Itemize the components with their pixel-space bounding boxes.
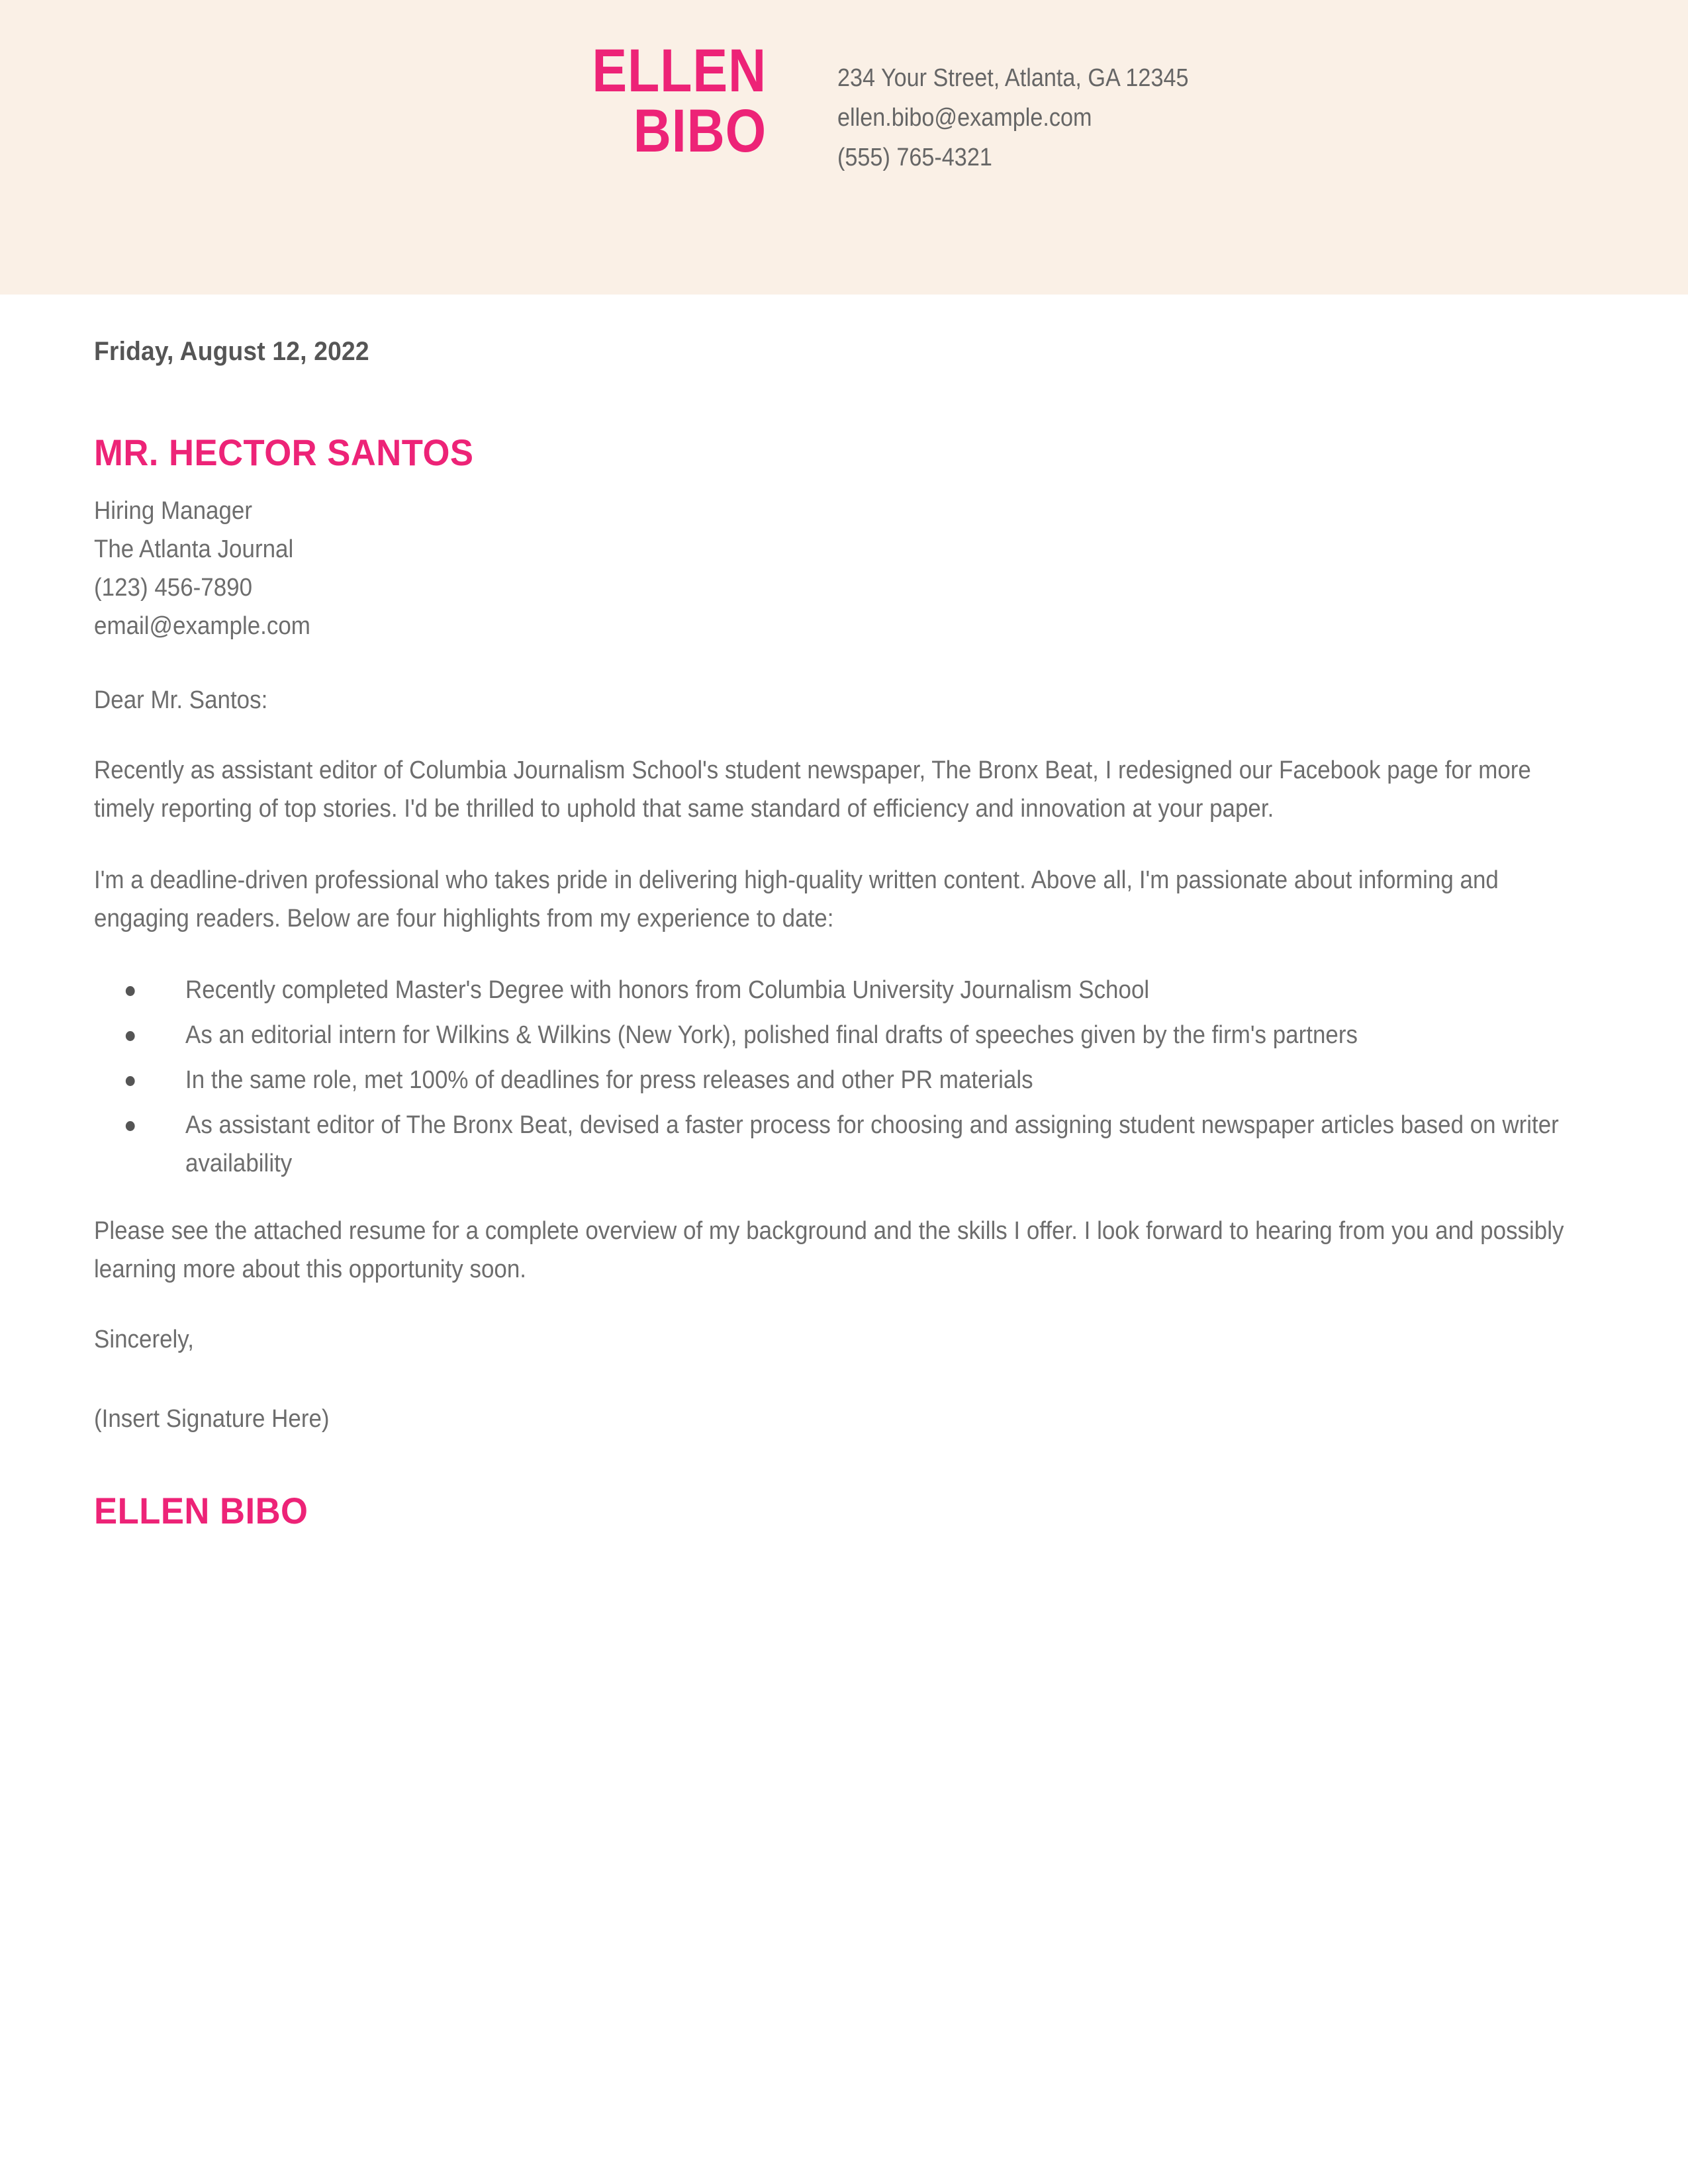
applicant-contact-block [837,58,1189,177]
highlight-text: Recently completed Master's Degree with honors from Columbia University Journalism School [185,976,1150,1004]
recipient-email[interactable]: email@example.com [94,612,310,640]
applicant-last-name: BIBO [633,97,767,165]
list-item [94,971,1574,1009]
letter-date: Friday, August 12, 2022 [94,337,369,366]
applicant-first-name: ELLEN [592,37,767,105]
letter-salutation: Dear Mr. Santos: [94,686,268,714]
letter-paragraph-2: I'm a deadline-driven professional who takes pride in delivering high-quality written content. Above all, I'm passionate about informing and engaging readers. Below are four highlights from my experience to date: [94,866,1499,933]
recipient-name: MR. HECTOR SANTOS [94,432,474,473]
letter-paragraph-1: Recently as assistant editor of Columbia Journalism School's student newspaper, The Bronx Beat, I redesigned our Facebook page for more timely reporting of top stories. I'd be thrilled to uphold that same standard of efficiency and innovation at your paper. [94,756,1531,823]
applicant-phone: (555) 765-4321 [837,144,992,171]
bullet-dot-icon [126,986,135,996]
letter-closing-paragraph: Please see the attached resume for a complete overview of my background and the skills I offer. I look forward to hearing from you and possibly learning more about this opportunity soon. [94,1217,1564,1283]
highlights-list [94,971,1580,1183]
list-item [94,1016,1574,1054]
applicant-name-heading [107,37,767,165]
bullet-dot-icon [126,1076,135,1086]
highlight-text: As an editorial intern for Wilkins & Wilkins (New York), polished final drafts of speeches given by the firm's partners [185,1021,1358,1049]
letter-body [94,334,1580,1532]
recipient-details-block [94,492,1461,645]
signature-placeholder: (Insert Signature Here) [94,1405,330,1433]
letter-sign-off: Sincerely, [94,1326,194,1353]
signature-name: ELLEN BIBO [94,1490,308,1531]
recipient-phone: (123) 456-7890 [94,574,253,602]
highlight-text: As assistant editor of The Bronx Beat, devised a faster process for choosing and assigning student newspaper articles based on writer availability [185,1111,1559,1177]
list-item [94,1061,1574,1099]
list-item [94,1106,1574,1183]
bullet-dot-icon [126,1031,135,1041]
bullet-dot-icon [126,1121,135,1131]
applicant-email[interactable]: ellen.bibo@example.com [837,104,1092,132]
recipient-company: The Atlanta Journal [94,535,294,563]
applicant-address: 234 Your Street, Atlanta, GA 12345 [837,64,1189,92]
highlight-text: In the same role, met 100% of deadlines for press releases and other PR materials [185,1066,1033,1094]
letterhead-header [0,0,1688,295]
recipient-title: Hiring Manager [94,497,253,525]
